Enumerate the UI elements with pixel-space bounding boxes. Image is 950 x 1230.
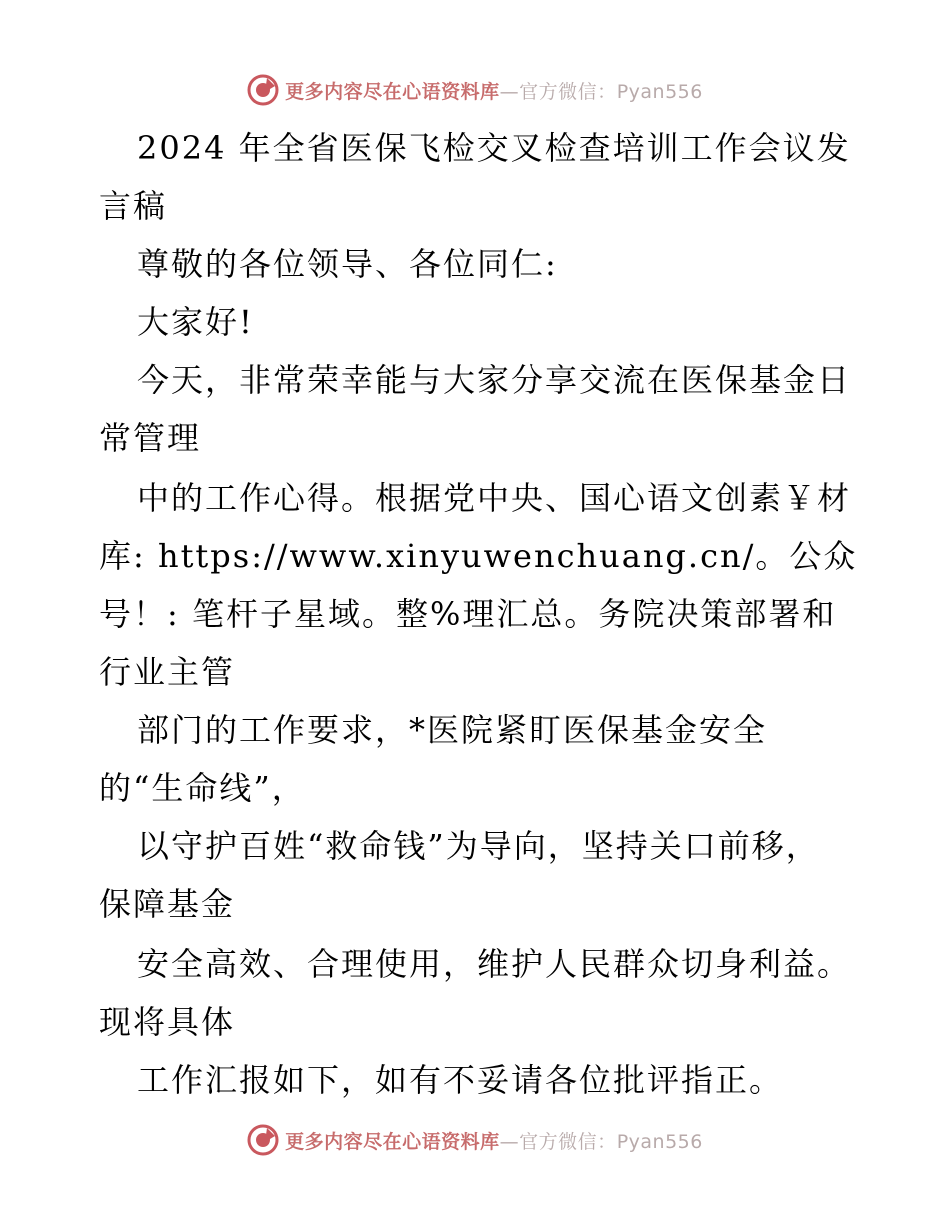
doc-paragraph-line: 现将具体 (99, 1003, 236, 1041)
doc-paragraph-line: 的“生命线”， (99, 769, 306, 807)
watermark-separator: — (499, 80, 520, 103)
watermark-wechat-id: Pyan556 (616, 1130, 703, 1153)
doc-paragraph-line: 部门的工作要求，*医院紧盯医保基金安全 (137, 711, 768, 749)
doc-greeting: 大家好! (137, 303, 254, 341)
watermark-brand: 更多内容尽在心语资料库 (285, 80, 500, 103)
doc-paragraph-line: 工作汇报如下，如有不妥请各位批评指正。 (137, 1061, 784, 1099)
doc-title-line-2: 言稿 (99, 187, 168, 225)
watermark-official: 官方微信： (519, 1130, 617, 1153)
brand-logo-icon (247, 1124, 279, 1156)
watermark-separator: — (499, 1130, 520, 1153)
doc-title-line-1: 2024 年全省医保飞检交叉检查培训工作会议发 (137, 129, 851, 167)
doc-paragraph-line: 行业主管 (99, 653, 236, 691)
watermark-brand: 更多内容尽在心语资料库 (285, 1130, 500, 1153)
watermark-wechat-id: Pyan556 (616, 80, 703, 103)
doc-paragraph-line: 今天，非常荣幸能与大家分享交流在医保基金日 (137, 361, 852, 399)
doc-paragraph-line: 安全高效、合理使用，维护人民群众切身利益。 (137, 945, 852, 983)
watermark-official: 官方微信： (519, 80, 617, 103)
doc-paragraph-line: 保障基金 (99, 885, 236, 923)
doc-paragraph-line: 常管理 (99, 419, 202, 457)
doc-paragraph-line: 以守护百姓“救命钱”为导向，坚持关口前移， (137, 827, 820, 865)
watermark-text (285, 1127, 703, 1154)
doc-paragraph-line: 中的工作心得。根据党中央、国心语文创素￥材 (137, 479, 852, 517)
doc-salutation: 尊敬的各位领导、各位同仁: (137, 245, 558, 283)
doc-paragraph-line: 库: https://www.xinyuwenchuang.cn/。公众 (99, 537, 858, 575)
doc-paragraph-line: 号！: 笔杆子星域。整%理汇总。务院决策部署和 (99, 595, 837, 633)
watermark-banner-bottom (0, 1120, 950, 1160)
